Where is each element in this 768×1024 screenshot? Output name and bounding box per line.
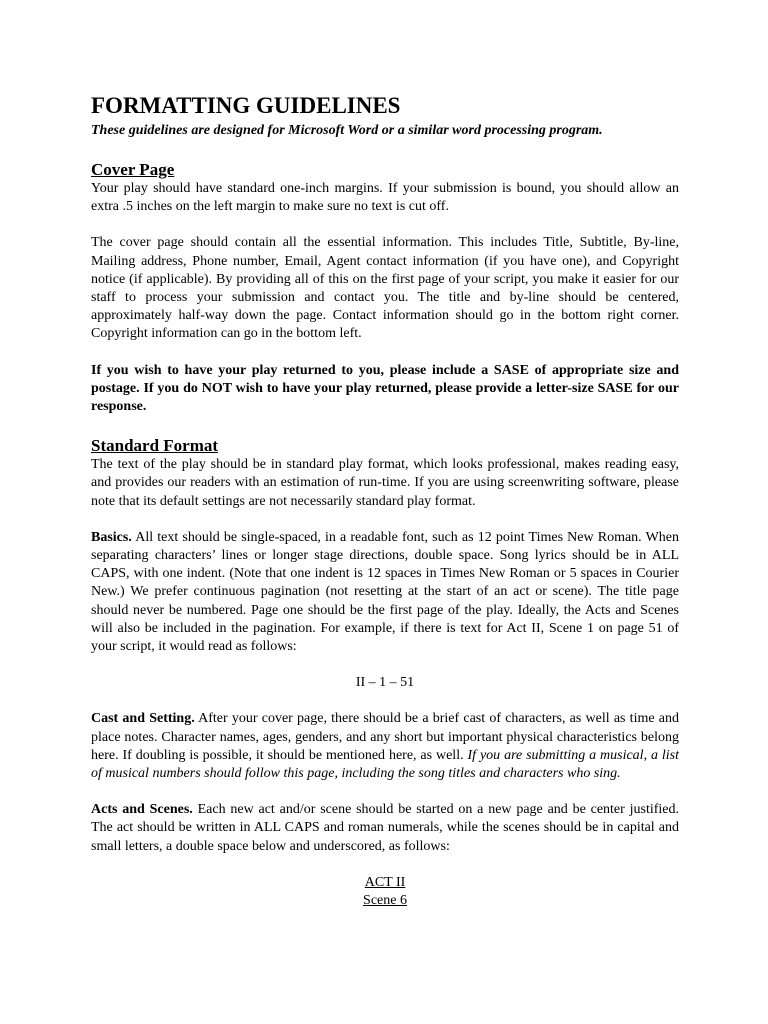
acts-scenes-text: Each new act and/or scene should be started on a new page and be center justified. The act should be written in ALL CAPS and roman numerals, while the scenes should be in capital and small letters, a double space below and underscored, as follows: <box>91 802 679 854</box>
standard-format-paragraph-1: The text of the play should be in standard play format, which looks professional, makes reading easy, and provides our readers with an estimation of run-time. If you are using screenwriting software, please note that its default settings are not necessarily standard play format. <box>91 457 679 509</box>
cover-page-paragraph-3: If you wish to have your play returned to you, please include a SASE of appropriate size and postage. If you do NOT wish to have your play returned, please provide a letter-size SASE for our response. <box>91 362 679 415</box>
acts-scenes-label: Acts and Scenes. <box>91 802 193 818</box>
basics-text: All text should be single-spaced, in a readable font, such as 12 point Times New Roman. When separating characters’ lines or longer stage directions, double space. Song lyrics should be in ALL CAPS, with one indent. (Note that one indent is 12 spaces in Times New Roman or 5 spaces in Courier New.) We prefer continuous pagination (not resetting at the start of an act or scene). The title page should never be numbered. Page one should be the first page of the play. Ideally, the Acts and Scenes will also be included in the pagination. For example, if there is text for Act II, Scene 1 on page 51 of your script, it would read as follows: <box>91 529 679 655</box>
page-subtitle: These guidelines are designed for Microsoft Word or a similar word processing program. <box>91 123 603 138</box>
cast-setting-italic-text: If you are submitting a musical, a list of musical numbers should follow this page, including the song titles and characters who sing. <box>91 747 679 782</box>
cover-page-paragraph-1: Your play should have standard one-inch margins. If your submission is bound, you should allow an extra .5 inches on the left margin to make sure no text is cut off. <box>91 181 679 215</box>
page-number-example: II – 1 – 51 <box>355 675 415 691</box>
scene-example: Scene 6 <box>363 893 407 909</box>
basics-paragraph <box>91 529 679 656</box>
document-body <box>91 92 679 910</box>
page-title: FORMATTING GUIDELINES <box>91 93 401 118</box>
cast-setting-text: After your cover page, there should be a brief cast of characters, as well as time and place notes. Character names, ages, genders, and any short but important physical characteristics belong here. If doubling is possible, it should be mentioned here, as well. <box>91 711 679 763</box>
act-example: ACT II <box>364 874 406 890</box>
basics-label: Basics. <box>91 529 132 545</box>
cast-setting-label: Cast and Setting. <box>91 711 195 727</box>
act-scene-example <box>91 874 679 910</box>
cover-page-heading: Cover Page <box>91 160 175 179</box>
cast-setting-paragraph <box>91 710 679 783</box>
standard-format-heading: Standard Format <box>91 436 219 456</box>
cover-page-paragraph-2: The cover page should contain all the essential information. This includes Title, Subtitle, By-line, Mailing address, Phone number, Email, Agent contact information (if you have one), and Copyright notice (if applicable). By providing all of this on the first page of your script, you make it easier for our staff to process your submission and contact you. The title and by-line should be centered, approximately half-way down the page. Contact information should go in the bottom right corner. Copyright information can go in the bottom left. <box>91 235 679 342</box>
acts-scenes-paragraph <box>91 801 679 856</box>
